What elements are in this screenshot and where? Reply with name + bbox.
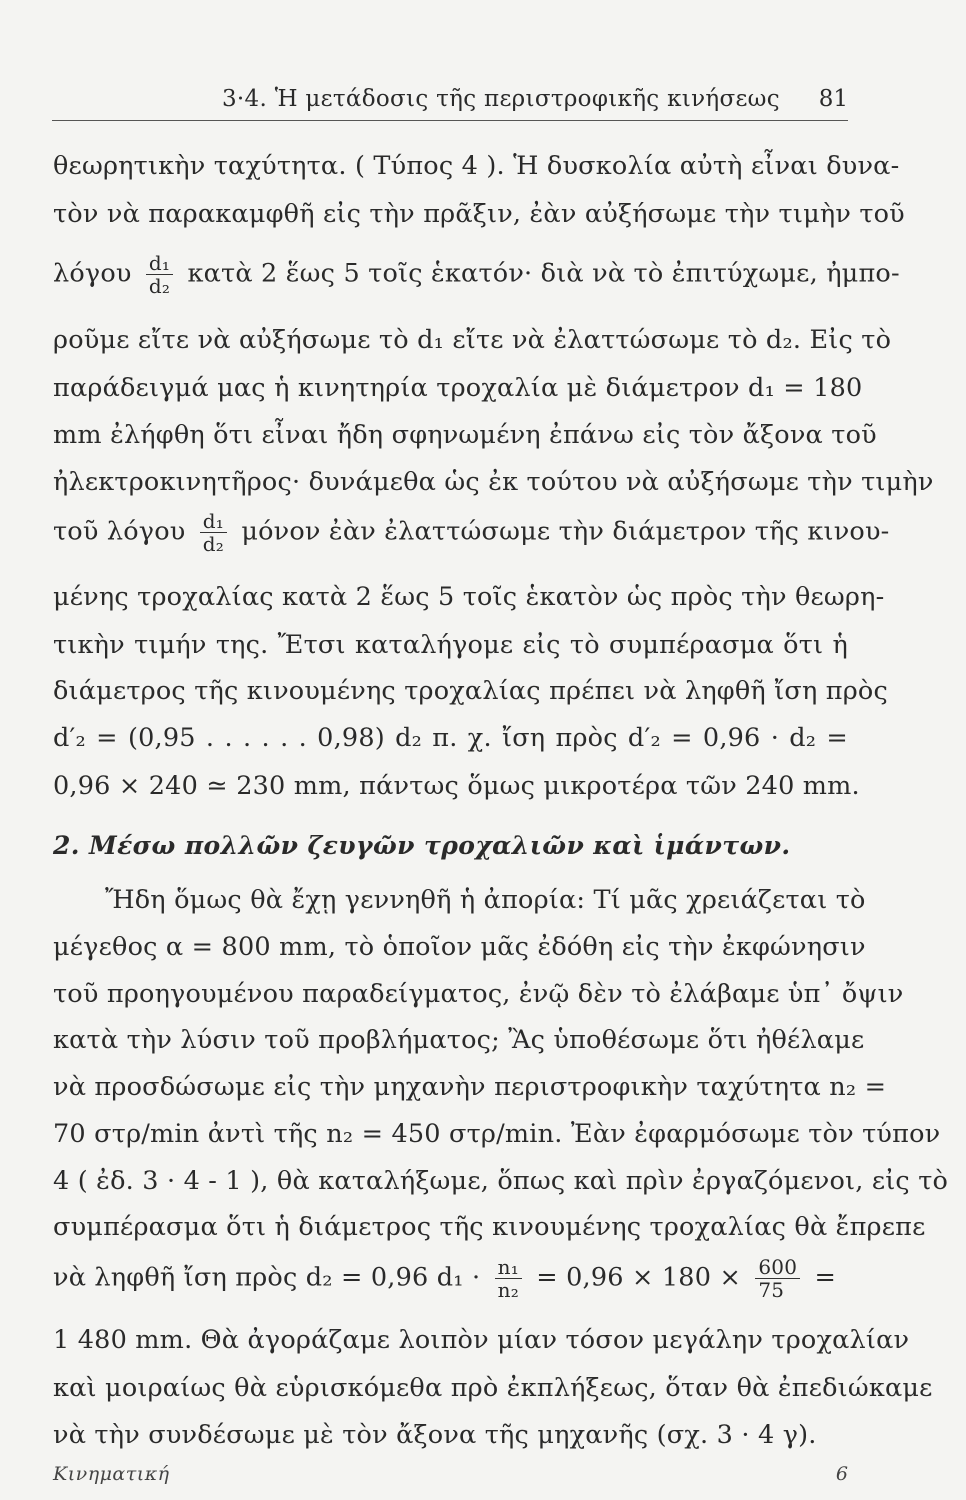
text-fragment: Ἤδη ὅμως θὰ ἔχῃ γεννηθῆ ἡ ἀπορία: Τί μᾶς χρειάζεται τὸ <box>105 885 866 915</box>
fraction-numerator: d₁ <box>146 252 173 275</box>
text-line: 70 στρ/min ἀντὶ τῆς n₂ = 450 στρ/min. Ἐὰν ἐφαρμόσωμε τὸν τύπον <box>53 1119 941 1149</box>
text-line: συμπέρασμα ὅτι ἡ διάμετρος τῆς κινουμένης τροχαλίας θὰ ἔπρεπε <box>53 1212 926 1242</box>
text-line: mm ἐλήφθη ὅτι εἶναι ἤδη σφηνωμένη ἐπάνω εἰς τὸν ἄξονα τοῦ <box>53 420 877 450</box>
fraction-d1-d2 <box>146 252 173 297</box>
text-line: d′₂ = (0,95 . . . . . . 0,98) d₂ π. χ. ἴση πρὸς d′₂ = 0,96 · d₂ = <box>53 723 848 753</box>
section-heading: 2. Μέσω πολλῶν ζευγῶν τροχαλιῶν καὶ ἱμάντων. <box>53 831 791 860</box>
text-fragment: τοῦ λόγου <box>53 516 186 547</box>
text-line-with-fraction <box>53 251 900 298</box>
fraction-denominator: n₂ <box>497 1278 519 1302</box>
fraction-numerator: n₁ <box>495 1256 522 1279</box>
text-line: τικὴν τιμήν της. Ἔτσι καταλήγομε εἰς τὸ συμπέρασμα ὅτι ἡ <box>53 630 848 660</box>
fraction-denominator: 75 <box>758 1278 785 1302</box>
text-line: τὸν νὰ παρακαμφθῆ εἰς τὴν πρᾶξιν, ἐὰν αὐξήσωμε τὴν τιμὴν τοῦ <box>53 199 905 229</box>
text-fragment: νὰ ληφθῆ ἴση πρὸς d₂ = 0,96 d₁ · <box>53 1262 481 1293</box>
text-fragment: κατὰ 2 ἕως 5 τοῖς ἑκατόν· διὰ νὰ τὸ ἐπιτύχωμε, ἠμπο- <box>187 258 900 289</box>
text-fragment: μόνον ἐὰν ἐλαττώσωμε τὴν διάμετρον τῆς κινου- <box>241 516 890 547</box>
text-line: μένης τροχαλίας κατὰ 2 ἕως 5 τοῖς ἑκατὸν ὡς πρὸς τὴν θεωρη- <box>53 582 885 612</box>
footer-sheet-number: 6 <box>835 1463 848 1485</box>
text-line: μέγεθος α = 800 mm, τὸ ὁποῖον μᾶς ἐδόθη εἰς τὴν ἐκφώνησιν <box>53 932 866 962</box>
text-line: διάμετρος τῆς κινουμένης τροχαλίας πρέπει νὰ ληφθῆ ἴση πρὸς <box>53 676 888 706</box>
text-line: καὶ μοιραίως θὰ εὑρισκόμεθα πρὸ ἐκπλήξεως, ὅταν θὰ ἐπεδιώκαμε <box>53 1373 933 1403</box>
text-line: 0,96 × 240 ≃ 230 mm, πάντως ὅμως μικροτέρα τῶν 240 mm. <box>53 771 860 801</box>
header-title: 3·4. Ἡ μετάδοσις τῆς περιστροφικῆς κινήσεως <box>222 86 780 112</box>
text-line <box>53 882 866 918</box>
text-fragment: = <box>814 1262 837 1293</box>
fraction-numerator: 600 <box>755 1256 800 1279</box>
text-line: 1 480 mm. Θὰ ἀγοράζαμε λοιπὸν μίαν τόσον μεγάλην τροχαλίαν <box>53 1325 910 1355</box>
text-line: νὰ προσδώσωμε εἰς τὴν μηχανὴν περιστροφικὴν ταχύτητα n₂ = <box>53 1072 887 1102</box>
text-line: παράδειγμά μας ἡ κινητηρία τροχαλία μὲ διάμετρον d₁ = 180 <box>53 373 863 403</box>
page-number: 81 <box>818 86 848 112</box>
text-line: κατὰ τὴν λύσιν τοῦ προβλήματος; Ἂς ὑποθέσωμε ὅτι ἠθέλαμε <box>53 1025 865 1055</box>
footer-signature: Κινηματική <box>53 1463 170 1485</box>
text-line: νὰ τὴν συνδέσωμε μὲ τὸν ἄξονα τῆς μηχανῆς (σχ. 3 · 4 γ). <box>53 1420 817 1450</box>
text-line-with-fraction <box>53 1256 848 1301</box>
text-line-with-fraction <box>53 509 890 556</box>
fraction-600-75 <box>755 1256 800 1301</box>
text-line: ἠλεκτροκινητῆρος· δυνάμεθα ὡς ἐκ τούτου νὰ αὐξήσωμε τὴν τιμὴν <box>53 467 934 497</box>
fraction-denominator: d₂ <box>202 532 225 556</box>
text-line: 4 ( ἐδ. 3 · 4 - 1 ), θὰ καταλήξωμε, ὅπως καὶ πρὶν ἐργαζόμενοι, εἰς τὸ <box>53 1166 949 1196</box>
text-fragment: λόγου <box>53 258 132 289</box>
fraction-d1-d2 <box>200 510 227 555</box>
text-line: ροῦμε εἴτε νὰ αὐξήσωμε τὸ d₁ εἴτε νὰ ἐλαττώσωμε τὸ d₂. Εἰς τὸ <box>53 325 892 355</box>
fraction-numerator: d₁ <box>200 510 227 533</box>
fraction-denominator: d₂ <box>148 274 171 298</box>
text-line: τοῦ προηγουμένου παραδείγματος, ἐνῷ δὲν τὸ ἐλάβαμε ὑπ᾽ ὄψιν <box>53 979 904 1009</box>
fraction-n1-n2 <box>495 1256 522 1301</box>
text-fragment: = 0,96 × 180 × <box>536 1262 742 1293</box>
running-header <box>52 78 848 121</box>
text-line: θεωρητικὴν ταχύτητα. ( Τύπος 4 ). Ἡ δυσκολία αὐτὴ εἶναι δυνα- <box>53 151 900 181</box>
